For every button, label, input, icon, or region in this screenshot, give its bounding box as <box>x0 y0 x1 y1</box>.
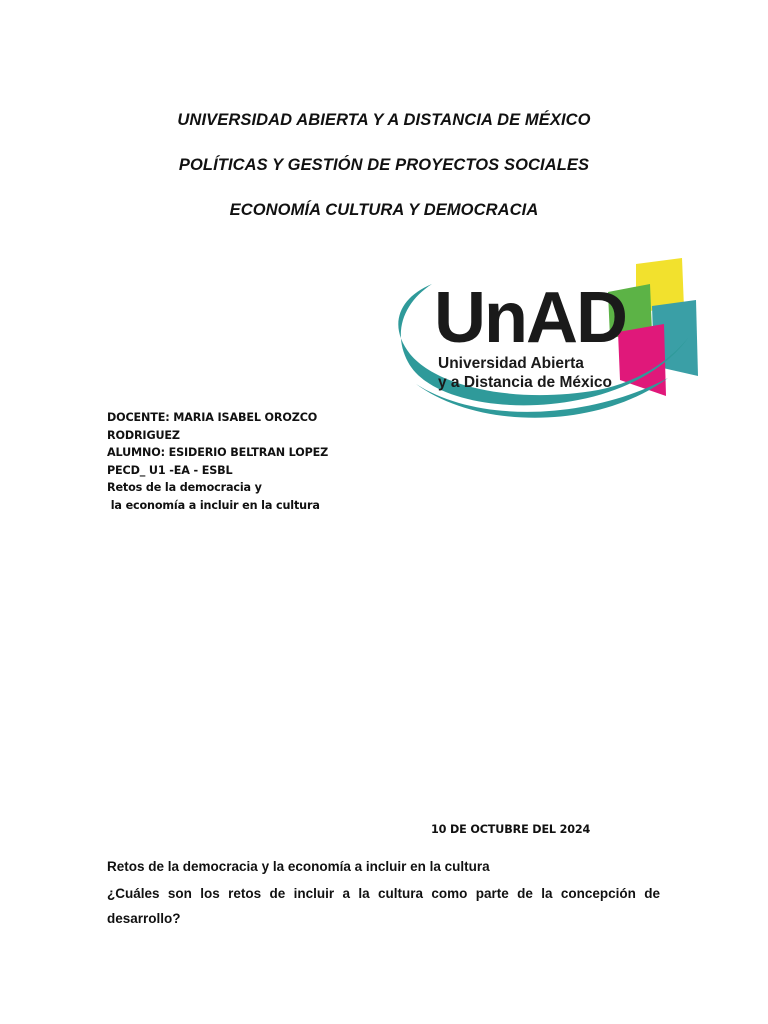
document-date: 10 DE OCTUBRE DEL 2024 <box>431 823 591 836</box>
university-heading: UNIVERSIDAD ABIERTA Y A DISTANCIA DE MÉXICO <box>177 111 591 129</box>
activity-code: PECD_ U1 -EA - ESBL <box>107 463 233 477</box>
section-title: Retos de la democracia y la economía a incluir en la cultura <box>107 859 490 874</box>
teacher-line: DOCENTE: MARIA ISABEL OROZCO <box>107 411 318 424</box>
logo-line2: y a Distancia de México <box>438 374 613 391</box>
logo-line1: Universidad Abierta <box>438 355 584 372</box>
unad-logo <box>368 254 760 430</box>
cover-details <box>107 409 337 515</box>
student-line: ALUMNO: ESIDERIO BELTRAN LOPEZ <box>107 446 329 460</box>
topic-line: Retos de la democracia y <box>107 481 262 495</box>
guiding-question: ¿Cuáles son los retos de incluir a la cultura como parte de la concepción de desarrollo? <box>107 886 660 926</box>
logo-wordmark: UnAD <box>434 278 626 358</box>
program-heading: POLÍTICAS Y GESTIÓN DE PROYECTOS SOCIALES <box>178 156 590 174</box>
topic-line-continued: la economía a incluir en la cultura <box>107 498 320 512</box>
course-heading: ECONOMÍA CULTURA Y DEMOCRACIA <box>229 201 539 219</box>
teacher-line-continued: RODRIGUEZ <box>107 428 180 442</box>
